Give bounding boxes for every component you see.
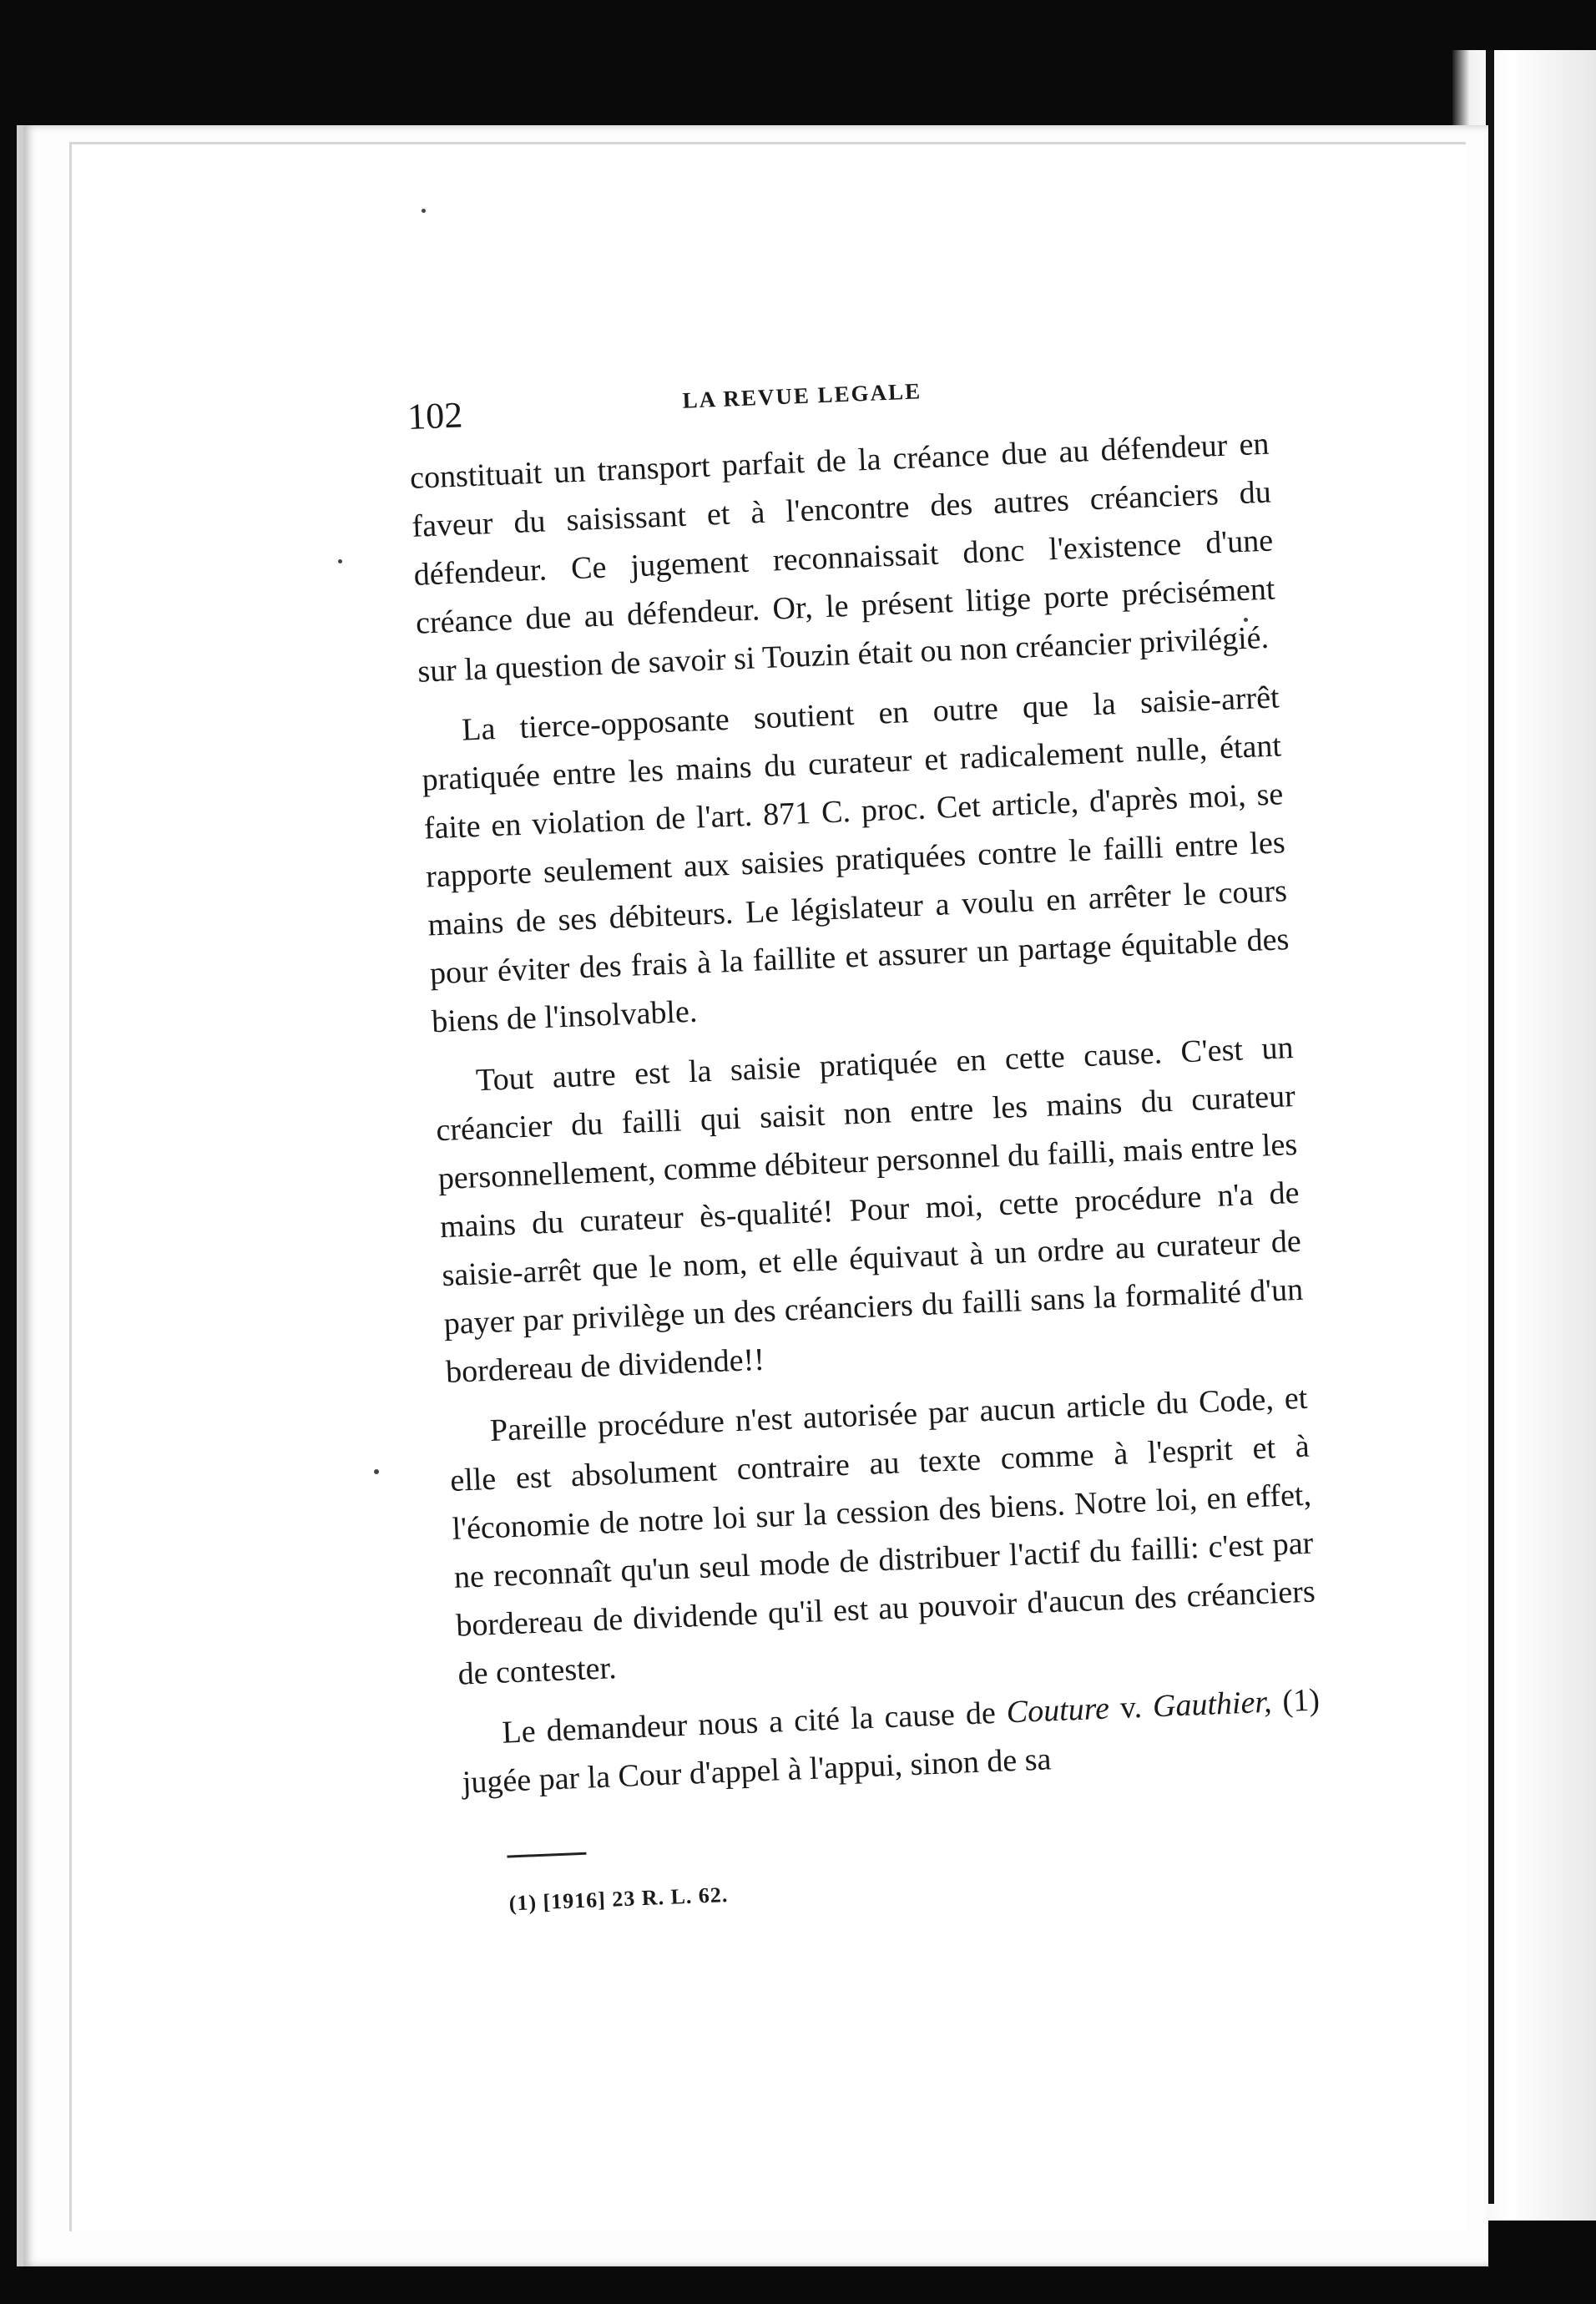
scan-speck (374, 1469, 379, 1474)
paragraph: Tout autre est la saisie pratiquée en cette cause. C'est un créancier du failli qui saisit non entre les mains du curateur personnellement, comme débiteur personnel du failli, mais entre les mains du curateur ès-qualité! Pour moi, cette procédure n'a de saisie-arrêt que le nom, et elle équivaut à un ordre au curateur de payer par privilège un des créanciers du failli sans la formalité d'un bordereau de dividende!! (435, 1030, 1304, 1391)
paragraph: La tierce-opposante soutient en outre que la saisie-arrêt pratiquée entre les mains du curateur et radicalement nulle, étant faite en violation de l'art. 871 C. proc. Cet article, d'après moi, se rapporte seulement aux saisies pratiquées contre le failli entre les mains de ses débiteurs. Le législateur a voulu en arrêter le cours pour éviter des frais à la faillite et assurer un partage équitable des biens de l'insolvable. (421, 680, 1290, 1040)
case-name: Couture (1005, 1690, 1110, 1731)
paragraph-text: v. (1108, 1689, 1154, 1726)
page-number: 102 (407, 394, 464, 437)
text-block (407, 358, 1322, 1916)
paragraph: constituait un transport parfait de la créance due au défendeur en faveur du saisissant et à l'encontre des autres créanciers du défendeur. Ce jugement reconnaissait donc l'existence d'une créance due au défendeur. Or, le présent litige porte précisément sur la question de savoir si Touzin était ou non créancier privilégié. (409, 426, 1276, 690)
case-name: Gauthier, (1152, 1684, 1273, 1725)
scan-speck (422, 209, 426, 213)
scan-speck (338, 559, 342, 563)
running-title: LA REVUE LEGALE (682, 378, 922, 413)
footnote: (1) [1916] 23 R. L. 62. (508, 1882, 729, 1916)
paragraph-text: (1) jugée par la Cour d'appel à l'appui, sinon de sa (462, 1682, 1321, 1801)
paragraph: Pareille procédure n'est autorisée par aucun article du Code, et elle est absolument contraire au texte comme à l'esprit et à l'économie de notre loi sur la cession des biens. Notre loi, en effet, ne reconnaît qu'un seul mode de distribuer l'actif du failli: c'est par bordereau de dividende qu'il est au pouvoir d'aucun des créanciers de contester. (449, 1380, 1316, 1692)
body-text (409, 420, 1322, 1807)
paragraph-text: Le demandeur nous a cité la cause de (501, 1695, 1008, 1751)
